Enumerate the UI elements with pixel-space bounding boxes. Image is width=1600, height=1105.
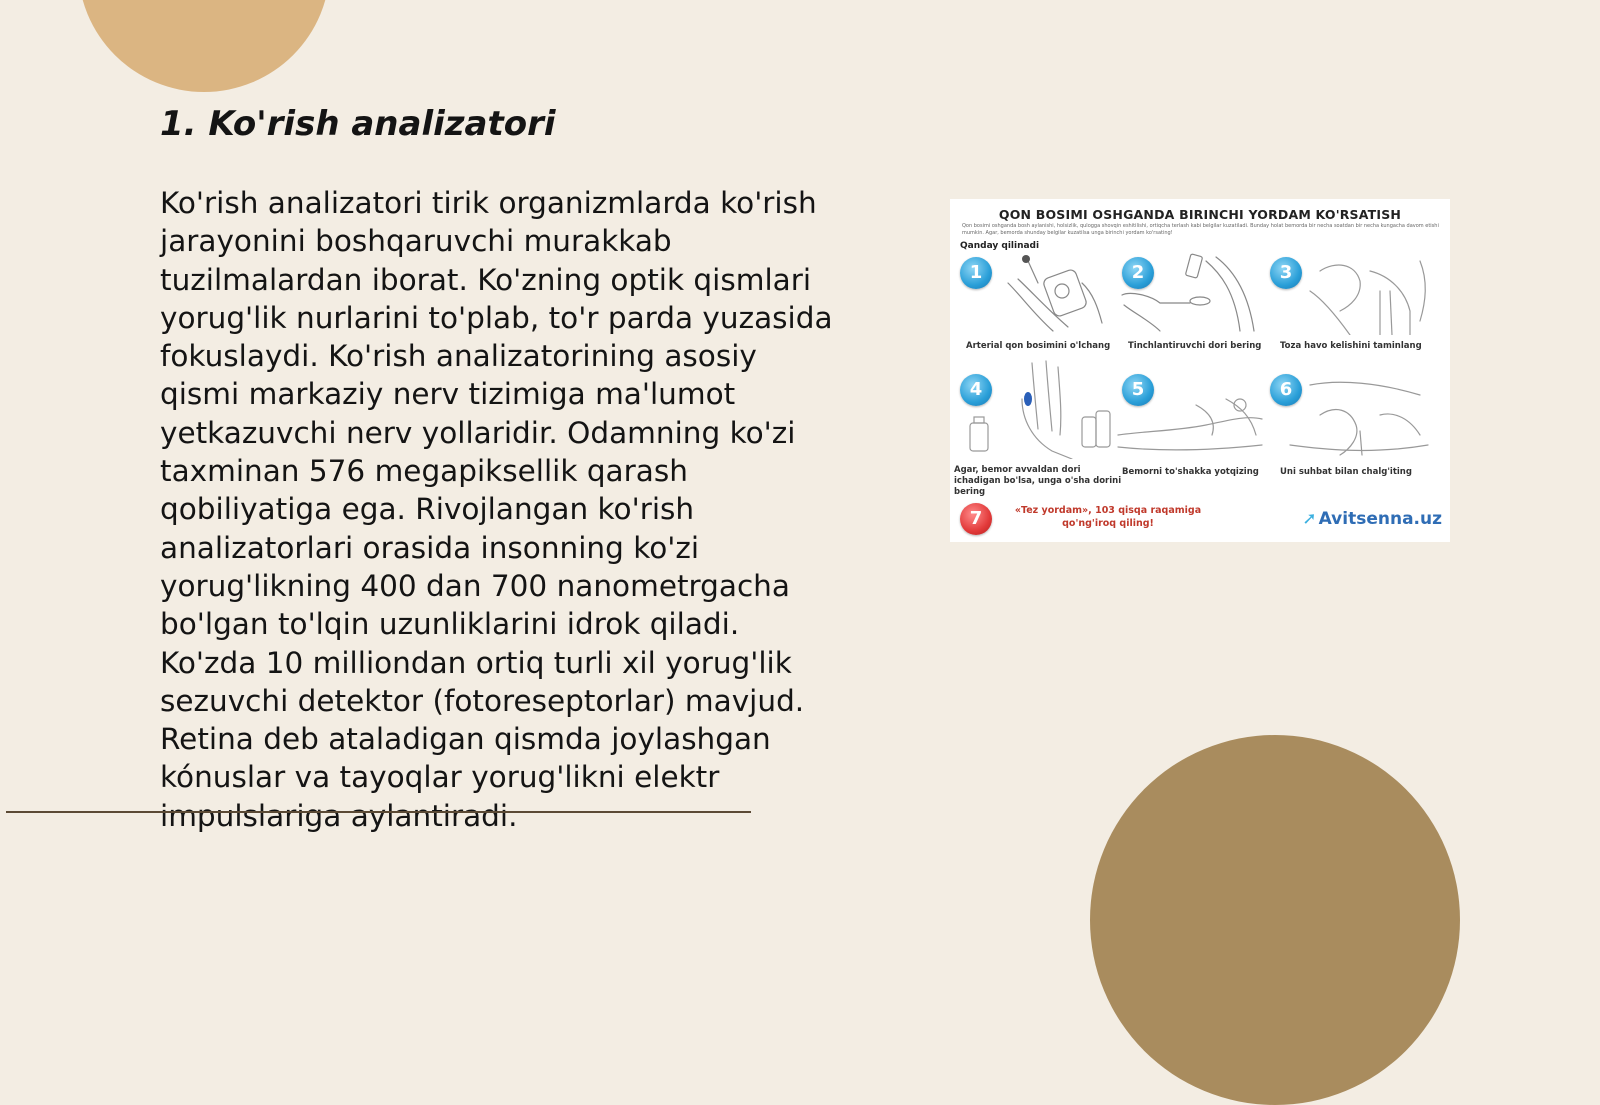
slide-title: 1. Ko'rish analizatori: [160, 104, 556, 144]
body-line: kónuslar va tayoqlar yorug'likni elektr: [160, 760, 720, 795]
step-caption: Agar, bemor avvaldan dori ichadigan bo'lsa, unga o'sha dorini bering: [954, 465, 1122, 497]
first-aid-poster-image: [950, 199, 1450, 542]
body-line: yorug'lik nurlarini to'plab, to'r parda yuzasida: [160, 300, 833, 335]
step-caption: Tinchlantiruvchi dori bering: [1128, 341, 1262, 351]
body-line: qobiliyatiga ega. Rivojlangan ko'rish: [160, 492, 695, 527]
body-line: impulslariga aylantiradi.: [160, 798, 518, 833]
body-line: yetkazuvchi nerv yollaridir. Odamning ko'zi: [160, 415, 796, 450]
step-caption: Bemorni to'shakka yotqizing: [1122, 467, 1259, 477]
horizontal-divider: [6, 811, 751, 813]
body-line: Ko'zda 10 milliondan ortiq turli xil yorug'lik: [160, 645, 792, 680]
step-caption: Uni suhbat bilan chalg'iting: [1280, 467, 1412, 477]
body-line: taxminan 576 megapiksellik qarash: [160, 454, 688, 489]
blood-pressure-cuff-sketch: [998, 253, 1108, 335]
lying-patient-sketch: [1116, 395, 1266, 465]
body-line: tuzilmalardan iborat. Ko'zning optik qismlari: [160, 262, 812, 297]
poster-title: QON BOSIMI OSHGANDA BIRINCHI YORDAM KO'RSATISH: [998, 207, 1402, 222]
body-line: Retina deb ataladigan qismda joylashgan: [160, 722, 771, 757]
avitsenna-logo: [1302, 509, 1442, 529]
emergency-step-badge: 7: [960, 503, 992, 535]
decorative-circle-bottom: [1090, 735, 1460, 1105]
body-line: analizatorlari orasida insonning ko'zi: [160, 530, 700, 565]
runner-icon: ➚: [1302, 509, 1317, 529]
medicine-spoon-sketch: [1120, 251, 1260, 335]
step-number-badge: 6: [1270, 374, 1302, 406]
body-line: qismi markaziy nerv tizimiga ma'lumot: [160, 377, 736, 412]
poster-subtitle: Qon bosimi oshganda bosh aylanishi, holsizlik, qulogga shovqin eshitilishi, ortiqcha terlash kabi belgilar kuzatiladi. Bunday holat bemorda bir necha soatdan bir necha kungacha davom etishi mumkin. Agar, bemorda shunday belgilar kuzatilsa unga birinchi yordam ko'rsating!: [962, 223, 1439, 236]
emergency-call-text: «Tez yordam», 103 qisqa raqamiga qo'ng'iroq qiling!: [1014, 505, 1202, 529]
body-line: sezuvchi detektor (fotoreseptorlar) mavjud.: [160, 683, 805, 718]
step-caption: Toza havo kelishini taminlang: [1280, 341, 1422, 351]
body-line: fokuslaydi. Ko'rish analizatorining asosiy: [160, 339, 757, 374]
conversation-sketch: [1280, 375, 1430, 465]
logo-text: Avitsenna.uz: [1318, 509, 1442, 529]
step-number-badge: 1: [960, 257, 992, 289]
slide-body-text: [160, 184, 860, 835]
step-number-badge: 5: [1122, 374, 1154, 406]
body-line: jarayonini boshqaruvchi murakkab: [160, 224, 672, 259]
pill-hand-sketch: [962, 359, 1112, 459]
decorative-circle-top: [78, 0, 330, 92]
body-line: Ko'rish analizatori tirik organizmlarda ko'rish: [160, 186, 817, 220]
body-line: yorug'likning 400 dan 700 nanometrgacha: [160, 568, 790, 603]
step-number-badge: 2: [1122, 257, 1154, 289]
step-number-badge: 4: [960, 374, 992, 406]
poster-how-to-label: Qanday qilinadi: [960, 241, 1040, 251]
step-number-badge: 3: [1270, 257, 1302, 289]
fresh-air-person-sketch: [1280, 251, 1430, 335]
step-caption: Arterial qon bosimini o'lchang: [966, 341, 1111, 351]
body-line: bo'lgan to'lqin uzunliklarini idrok qiladi.: [160, 607, 740, 642]
